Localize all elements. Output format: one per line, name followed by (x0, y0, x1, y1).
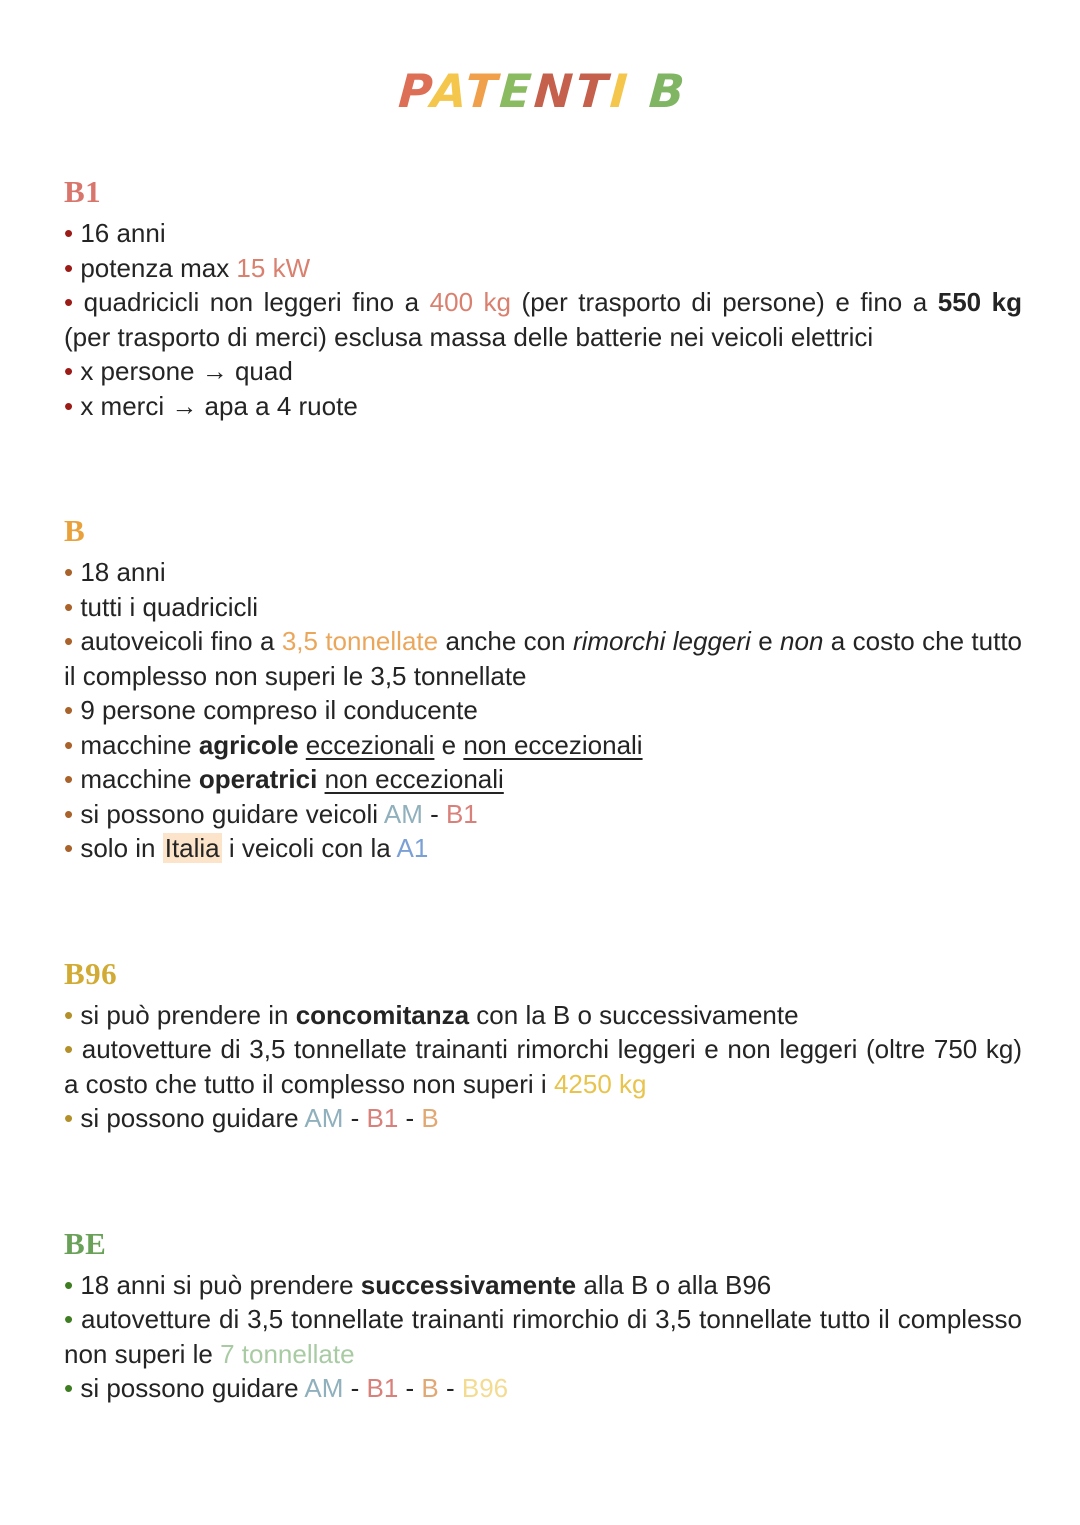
text-segment: si possono guidare veicoli (80, 798, 384, 829)
bullet-item (64, 693, 1022, 728)
bullet-item (64, 831, 1022, 866)
bullet-icon: • (64, 999, 81, 1030)
text-segment: autoveicoli fino a (80, 626, 282, 656)
text-segment: alla B o alla B96 (576, 1269, 772, 1300)
bullet-item (64, 1268, 1022, 1303)
bullet-item (64, 797, 1022, 832)
bullet-item (64, 216, 1022, 251)
text-segment-lgreen: 7 tonnellate (220, 1338, 355, 1369)
title-letter: B (647, 64, 690, 118)
title-letter: N (532, 64, 578, 118)
bullet-item (64, 389, 1022, 424)
text-segment-a1: A1 (396, 833, 429, 863)
bullet-item (64, 998, 1022, 1033)
bullet-icon: • (64, 626, 81, 656)
bullet-icon: • (64, 218, 81, 248)
bullet-icon: • (64, 833, 81, 863)
bullet-icon: • (64, 557, 81, 587)
bullet-item (64, 1101, 1022, 1136)
title-letter: I (608, 64, 633, 118)
text-segment-underline: non eccezionali (324, 764, 504, 794)
title-letter: T (463, 64, 502, 118)
text-segment-b1: B1 (445, 798, 478, 829)
bullet-item (64, 728, 1022, 763)
section-heading-b: B (64, 513, 86, 548)
text-segment-am: AM (383, 798, 423, 829)
text-segment: - (398, 1373, 422, 1403)
text-segment: - (343, 1103, 367, 1133)
text-segment (317, 764, 324, 794)
text-segment: con la B o successivamente (469, 999, 799, 1030)
text-segment: a costo che tutto il complesso non superi le 3,5 tonnellate (64, 626, 1022, 691)
text-segment-b: B (421, 1103, 439, 1133)
text-segment: autovetture di 3,5 tonnellate trainanti rimorchi leggeri e non leggeri (oltre 750 kg) a costo che tutto il complesso non superi i (64, 1034, 1022, 1099)
text-segment-salmon: 400 kg (429, 287, 512, 317)
section-b96 (64, 956, 1022, 1136)
text-segment-bold: operatrici (198, 764, 318, 794)
bullet-item (64, 1032, 1022, 1101)
text-segment: anche con (438, 626, 573, 656)
text-segment: - (422, 798, 446, 829)
bullet-item (64, 285, 1022, 354)
section-b1 (64, 174, 1022, 423)
text-segment: potenza max (80, 252, 237, 283)
title-letter: T (573, 64, 612, 118)
text-segment: tutti i quadricicli (80, 591, 259, 622)
text-segment-underline: eccezionali (305, 729, 435, 760)
text-segment-b1: B1 (366, 1103, 399, 1133)
text-segment: 16 anni (80, 218, 166, 248)
text-segment: 18 anni si può prendere (80, 1269, 361, 1300)
text-segment: - (343, 1373, 367, 1403)
page-title (62, 64, 1024, 118)
text-segment-orange: 3,5 tonnellate (281, 626, 439, 656)
bullet-item (64, 555, 1022, 590)
text-segment (299, 730, 306, 760)
title-letter: P (396, 64, 434, 118)
text-segment: macchine (80, 729, 199, 760)
bullet-item (64, 624, 1022, 693)
sections-container (64, 174, 1022, 1406)
section-heading-b96: B96 (64, 955, 118, 991)
text-segment: autovetture di 3,5 tonnellate trainanti rimorchio di 3,5 tonnellate tutto il complesso non superi le (64, 1304, 1022, 1369)
text-segment: 9 persone compreso il conducente (80, 695, 478, 725)
bullet-icon: • (64, 390, 81, 421)
bullet-icon: • (64, 798, 81, 829)
text-segment-b1: B1 (366, 1373, 399, 1403)
text-segment: quadricicli non leggeri fino a (83, 287, 430, 317)
section-heading-be: BE (64, 1225, 107, 1261)
text-segment: macchine (80, 764, 199, 794)
section-heading-b1: B1 (64, 174, 102, 209)
text-segment: si possono guidare (80, 1373, 305, 1403)
bullet-icon: • (64, 287, 84, 317)
bullet-item (64, 1302, 1022, 1371)
text-segment-am: AM (304, 1103, 344, 1133)
text-segment: si possono guidare (80, 1103, 305, 1133)
title-letter: E (497, 64, 537, 118)
text-segment: x persone → quad (80, 356, 293, 386)
text-segment: (per trasporto di merci) esclusa massa delle batterie nei veicoli elettrici (64, 321, 874, 352)
bullet-icon: • (64, 1269, 81, 1300)
bullet-icon: • (64, 729, 81, 760)
bullet-icon: • (64, 695, 81, 725)
text-segment-am: AM (304, 1373, 344, 1403)
text-segment-gold: 4250 kg (553, 1068, 647, 1099)
text-segment-italic: rimorchi leggeri (572, 626, 751, 656)
bullet-icon: • (64, 252, 81, 283)
bullet-icon: • (64, 764, 81, 794)
text-segment: e (750, 626, 781, 656)
bullet-icon: • (64, 1304, 81, 1334)
text-segment-bold: concomitanza (295, 999, 470, 1030)
text-segment-bold: agricole (198, 729, 299, 760)
text-segment-b96: B96 (461, 1373, 509, 1403)
text-segment: i veicoli con la (221, 833, 397, 863)
text-segment: - (438, 1373, 462, 1403)
text-segment-b: B (421, 1373, 439, 1403)
bullet-icon: • (64, 1034, 82, 1064)
text-segment: - (398, 1103, 422, 1133)
bullet-icon: • (64, 356, 81, 386)
text-segment: x merci → apa a 4 ruote (80, 390, 358, 421)
text-segment-italic: non (780, 626, 824, 656)
text-segment: e (434, 729, 464, 760)
bullet-icon: • (64, 1373, 81, 1403)
section-b (64, 513, 1022, 866)
bullet-item (64, 762, 1022, 797)
bullet-icon: • (64, 1103, 81, 1133)
text-segment: 18 anni (80, 557, 166, 587)
bullet-item (64, 354, 1022, 389)
text-segment-underline: non eccezionali (463, 729, 643, 760)
text-segment: (per trasporto di persone) e fino a (511, 287, 938, 317)
bullet-icon: • (64, 591, 81, 622)
section-be (64, 1226, 1022, 1406)
title-letter: A (429, 64, 468, 118)
text-segment-bold: 550 kg (937, 287, 1022, 317)
text-segment-bold: successivamente (360, 1269, 577, 1300)
bullet-item (64, 1371, 1022, 1406)
bullet-item (64, 251, 1022, 286)
text-segment: si può prendere in (80, 999, 296, 1030)
bullet-item (64, 590, 1022, 625)
text-segment-hl: Italia (164, 833, 220, 863)
text-segment: solo in (80, 833, 163, 863)
text-segment-salmon: 15 kW (236, 252, 311, 283)
